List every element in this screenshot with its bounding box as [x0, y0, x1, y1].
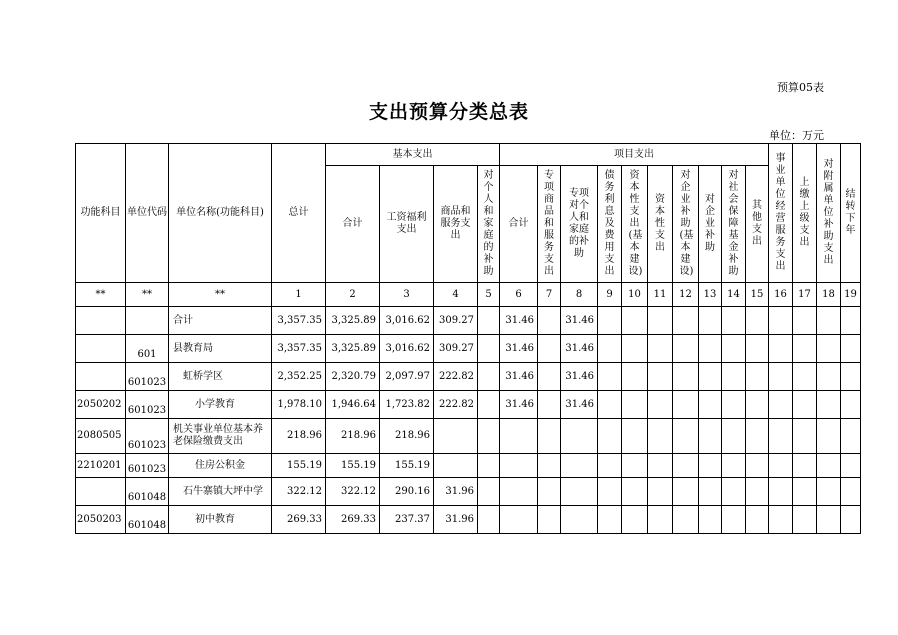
col-capital-basic: 资本性支出(基本建设)	[622, 166, 648, 283]
cell-empty	[648, 391, 673, 419]
cell-unit-name: 机关事业单位基本养老保险缴费支出	[169, 419, 272, 454]
cell-empty	[793, 478, 817, 506]
cell-basic-total: 3,325.89	[326, 335, 380, 363]
col-func-subject: 功能科目	[76, 144, 126, 283]
cell-empty	[622, 307, 648, 335]
cell-empty	[622, 419, 648, 454]
cell-empty	[722, 454, 746, 478]
cell-goods-services: 309.27	[434, 335, 478, 363]
cell-empty	[841, 454, 861, 478]
cell-special-goods	[538, 419, 561, 454]
cell-empty	[699, 335, 722, 363]
cell-personal-subsidy	[478, 391, 500, 419]
cell-empty	[769, 506, 793, 534]
cell-wages: 3,016.62	[380, 335, 434, 363]
cell-empty	[722, 478, 746, 506]
cell-empty	[793, 363, 817, 391]
cell-project-total: 31.46	[500, 363, 538, 391]
cell-empty	[722, 391, 746, 419]
cell-goods-services	[434, 454, 478, 478]
cell-unit-name: 虹桥学区	[169, 363, 272, 391]
col-basic-total: 合计	[326, 166, 380, 283]
table-row	[76, 419, 861, 454]
cell-wages: 290.16	[380, 478, 434, 506]
cell-empty	[598, 363, 622, 391]
cell-basic-total: 218.96	[326, 419, 380, 454]
cell-func-subject: 2210201	[76, 454, 126, 478]
cell-func-subject	[76, 307, 126, 335]
cell-empty	[793, 419, 817, 454]
cell-func-subject	[76, 478, 126, 506]
cell-wages: 1,723.82	[380, 391, 434, 419]
cell-project-total: 31.46	[500, 391, 538, 419]
index-cell: **	[76, 283, 126, 307]
cell-empty	[673, 335, 699, 363]
cell-empty	[648, 363, 673, 391]
cell-project-total: 31.46	[500, 307, 538, 335]
table-row	[76, 478, 861, 506]
header-row-group	[76, 144, 861, 166]
cell-empty	[817, 478, 841, 506]
index-row	[76, 283, 861, 307]
cell-basic-total: 2,320.79	[326, 363, 380, 391]
cell-empty	[699, 454, 722, 478]
cell-empty	[598, 307, 622, 335]
cell-wages: 3,016.62	[380, 307, 434, 335]
cell-special-goods	[538, 363, 561, 391]
cell-empty	[793, 391, 817, 419]
cell-empty	[746, 506, 769, 534]
cell-empty	[817, 307, 841, 335]
cell-basic-total: 322.12	[326, 478, 380, 506]
table-row	[76, 335, 861, 363]
cell-project-total: 31.46	[500, 335, 538, 363]
index-cell: **	[126, 283, 169, 307]
cell-unit-code: 601048	[126, 506, 169, 534]
cell-empty	[769, 307, 793, 335]
cell-empty	[648, 478, 673, 506]
cell-empty	[746, 307, 769, 335]
cell-empty	[769, 335, 793, 363]
page-title: 支出预算分类总表	[368, 101, 529, 123]
cell-special-personal	[561, 506, 598, 534]
cell-empty	[622, 478, 648, 506]
col-carryover: 结转下年	[841, 144, 861, 283]
col-special-personal: 专项对个人和家庭的补助	[561, 166, 598, 283]
cell-empty	[841, 363, 861, 391]
index-cell: 9	[598, 283, 622, 307]
cell-empty	[699, 419, 722, 454]
cell-empty	[817, 419, 841, 454]
cell-special-goods	[538, 506, 561, 534]
cell-total: 218.96	[272, 419, 326, 454]
index-cell: 8	[561, 283, 598, 307]
index-cell: 15	[746, 283, 769, 307]
col-enterprise-basic: 对企业补助(基本建设)	[673, 166, 699, 283]
cell-empty	[817, 363, 841, 391]
cell-special-personal: 31.46	[561, 307, 598, 335]
cell-unit-name: 初中教育	[169, 506, 272, 534]
cell-basic-total: 1,946.64	[326, 391, 380, 419]
cell-empty	[841, 506, 861, 534]
cell-empty	[699, 391, 722, 419]
cell-personal-subsidy	[478, 506, 500, 534]
cell-goods-services: 222.82	[434, 363, 478, 391]
col-business-ops: 事业单位经营服务支出	[769, 144, 793, 283]
cell-empty	[622, 391, 648, 419]
cell-empty	[746, 454, 769, 478]
cell-empty	[598, 454, 622, 478]
cell-empty	[746, 335, 769, 363]
cell-unit-code: 601023	[126, 363, 169, 391]
col-unit-name: 单位名称(功能科目)	[169, 144, 272, 283]
form-number: 预算05表	[777, 81, 824, 94]
cell-total: 1,978.10	[272, 391, 326, 419]
cell-wages: 155.19	[380, 454, 434, 478]
cell-empty	[598, 506, 622, 534]
col-affiliated-subsidy: 对附属单位补助支出	[817, 144, 841, 283]
col-other: 其他支出	[746, 166, 769, 283]
cell-empty	[699, 478, 722, 506]
col-enterprise: 对企业补助	[699, 166, 722, 283]
cell-unit-name: 合计	[169, 307, 272, 335]
index-cell: 18	[817, 283, 841, 307]
cell-empty	[673, 506, 699, 534]
cell-special-personal	[561, 478, 598, 506]
index-cell: 6	[500, 283, 538, 307]
cell-project-total	[500, 506, 538, 534]
cell-wages: 218.96	[380, 419, 434, 454]
index-cell: 5	[478, 283, 500, 307]
col-total: 总计	[272, 144, 326, 283]
cell-empty	[673, 478, 699, 506]
cell-empty	[673, 391, 699, 419]
cell-empty	[817, 454, 841, 478]
cell-personal-subsidy	[478, 335, 500, 363]
cell-unit-code: 601023	[126, 454, 169, 478]
col-group-basic: 基本支出	[326, 144, 500, 166]
index-cell: 14	[722, 283, 746, 307]
cell-total: 269.33	[272, 506, 326, 534]
cell-unit-code: 601023	[126, 391, 169, 419]
cell-empty	[673, 307, 699, 335]
table-row	[76, 391, 861, 419]
cell-personal-subsidy	[478, 454, 500, 478]
cell-special-personal: 31.46	[561, 391, 598, 419]
cell-special-personal: 31.46	[561, 335, 598, 363]
cell-empty	[722, 307, 746, 335]
index-cell: 16	[769, 283, 793, 307]
cell-personal-subsidy	[478, 363, 500, 391]
cell-empty	[699, 363, 722, 391]
index-cell: 3	[380, 283, 434, 307]
cell-project-total	[500, 419, 538, 454]
cell-func-subject: 2050202	[76, 391, 126, 419]
cell-empty	[622, 506, 648, 534]
col-wages: 工资福利支出	[380, 166, 434, 283]
table-body	[76, 307, 861, 534]
index-cell: 2	[326, 283, 380, 307]
cell-empty	[648, 307, 673, 335]
cell-empty	[793, 506, 817, 534]
cell-func-subject	[76, 363, 126, 391]
cell-empty	[722, 363, 746, 391]
cell-empty	[769, 363, 793, 391]
index-cell: 17	[793, 283, 817, 307]
cell-personal-subsidy	[478, 307, 500, 335]
col-debt-interest: 债务利息及费用支出	[598, 166, 622, 283]
cell-empty	[648, 335, 673, 363]
cell-project-total	[500, 478, 538, 506]
cell-empty	[793, 454, 817, 478]
cell-empty	[841, 307, 861, 335]
cell-goods-services: 31.96	[434, 506, 478, 534]
cell-special-personal: 31.46	[561, 363, 598, 391]
budget-table	[75, 143, 861, 534]
cell-total: 3,357.35	[272, 307, 326, 335]
cell-empty	[746, 391, 769, 419]
cell-empty	[817, 335, 841, 363]
cell-empty	[722, 506, 746, 534]
index-cell: 11	[648, 283, 673, 307]
unit-label: 单位：万元	[769, 129, 824, 142]
table-row	[76, 363, 861, 391]
cell-unit-code: 601023	[126, 419, 169, 454]
col-unit-code: 单位代码	[126, 144, 169, 283]
cell-empty	[841, 335, 861, 363]
index-cell: 19	[841, 283, 861, 307]
cell-unit-code	[126, 307, 169, 335]
cell-empty	[841, 478, 861, 506]
cell-empty	[793, 335, 817, 363]
cell-empty	[769, 454, 793, 478]
table-row	[76, 506, 861, 534]
cell-special-goods	[538, 454, 561, 478]
index-cell: 12	[673, 283, 699, 307]
col-special-goods: 专项商品和服务支出	[538, 166, 561, 283]
cell-empty	[817, 506, 841, 534]
index-cell: **	[169, 283, 272, 307]
cell-basic-total: 3,325.89	[326, 307, 380, 335]
cell-goods-services: 222.82	[434, 391, 478, 419]
col-project-total: 合计	[500, 166, 538, 283]
cell-basic-total: 155.19	[326, 454, 380, 478]
index-cell: 10	[622, 283, 648, 307]
cell-unit-name: 石牛寨镇大坪中学	[169, 478, 272, 506]
cell-unit-name: 县教育局	[169, 335, 272, 363]
col-goods-services: 商品和服务支出	[434, 166, 478, 283]
cell-empty	[769, 478, 793, 506]
cell-empty	[746, 363, 769, 391]
index-cell: 1	[272, 283, 326, 307]
index-cell: 7	[538, 283, 561, 307]
cell-empty	[598, 478, 622, 506]
cell-empty	[699, 506, 722, 534]
col-personal-subsidy: 对个人和家庭的补助	[478, 166, 500, 283]
cell-personal-subsidy	[478, 419, 500, 454]
cell-special-goods	[538, 391, 561, 419]
index-cell: 13	[699, 283, 722, 307]
cell-total: 155.19	[272, 454, 326, 478]
cell-unit-code: 601048	[126, 478, 169, 506]
cell-func-subject: 2080505	[76, 419, 126, 454]
cell-empty	[648, 419, 673, 454]
cell-empty	[673, 454, 699, 478]
cell-empty	[648, 454, 673, 478]
cell-unit-name: 小学教育	[169, 391, 272, 419]
cell-empty	[598, 419, 622, 454]
cell-empty	[622, 454, 648, 478]
table-row	[76, 454, 861, 478]
col-social-security: 对社会保障基金补助	[722, 166, 746, 283]
table-row	[76, 307, 861, 335]
cell-wages: 237.37	[380, 506, 434, 534]
cell-total: 3,357.35	[272, 335, 326, 363]
cell-special-personal	[561, 454, 598, 478]
cell-func-subject	[76, 335, 126, 363]
cell-empty	[841, 391, 861, 419]
cell-empty	[622, 363, 648, 391]
cell-goods-services	[434, 419, 478, 454]
cell-empty	[598, 391, 622, 419]
cell-personal-subsidy	[478, 478, 500, 506]
cell-empty	[746, 478, 769, 506]
cell-basic-total: 269.33	[326, 506, 380, 534]
cell-total: 322.12	[272, 478, 326, 506]
cell-unit-code: 601	[126, 335, 169, 363]
cell-project-total	[500, 454, 538, 478]
cell-empty	[793, 307, 817, 335]
col-capital: 资本性支出	[648, 166, 673, 283]
cell-empty	[769, 419, 793, 454]
cell-func-subject: 2050203	[76, 506, 126, 534]
cell-wages: 2,097.97	[380, 363, 434, 391]
cell-empty	[817, 391, 841, 419]
cell-goods-services: 31.96	[434, 478, 478, 506]
cell-empty	[699, 307, 722, 335]
cell-unit-name: 住房公积金	[169, 454, 272, 478]
cell-empty	[648, 506, 673, 534]
cell-empty	[598, 335, 622, 363]
cell-empty	[673, 419, 699, 454]
cell-empty	[841, 419, 861, 454]
cell-goods-services: 309.27	[434, 307, 478, 335]
col-turnover-upper: 上缴上级支出	[793, 144, 817, 283]
index-cell: 4	[434, 283, 478, 307]
cell-special-goods	[538, 307, 561, 335]
cell-empty	[622, 335, 648, 363]
cell-empty	[769, 391, 793, 419]
cell-empty	[746, 419, 769, 454]
cell-special-personal	[561, 419, 598, 454]
col-group-project: 项目支出	[500, 144, 769, 166]
cell-empty	[722, 335, 746, 363]
cell-special-goods	[538, 478, 561, 506]
cell-total: 2,352.25	[272, 363, 326, 391]
cell-empty	[673, 363, 699, 391]
cell-special-goods	[538, 335, 561, 363]
cell-empty	[722, 419, 746, 454]
